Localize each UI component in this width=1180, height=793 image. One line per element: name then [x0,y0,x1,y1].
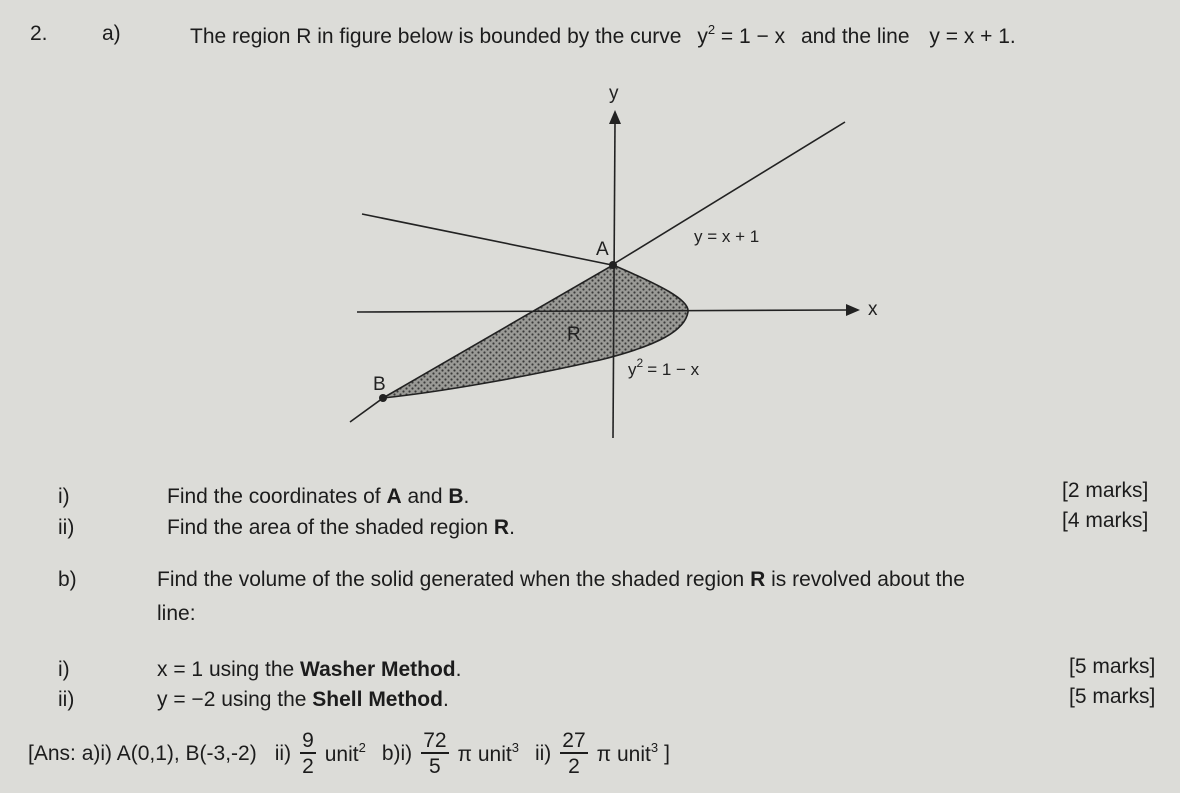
item-b-i-eq: x = 1 [157,658,204,681]
answers-bii-unit [597,740,658,767]
item-b-ii-marks: [5 marks] [1069,685,1156,708]
item-b-ii-method: Shell Method [312,688,443,711]
item-a-i-marks: [2 marks] [1062,479,1149,502]
question-number: 2. [30,22,48,45]
y-axis-label: y [609,83,619,104]
item-a-i-label: i) [58,485,70,508]
part-b-prefix: Find the volume of the solid generated when the shaded region [157,568,751,591]
curve-label-exp: 2 [636,356,644,370]
answers-aii-label: ii) [274,741,292,765]
answers-aii-unit-text: unit [324,743,359,766]
answers-bii-fraction [560,730,587,777]
answers-bi-num: 72 [423,729,447,752]
answers-bii-num: 27 [562,729,586,752]
line-lower-extension [350,398,383,422]
curve-label-rhs: = 1 − x [647,360,700,379]
answers-aii-exp: 2 [358,740,366,755]
item-b-i-suffix: . [455,658,462,681]
answers-aii-num: 9 [302,729,314,752]
part-b-text-line1 [157,568,965,592]
item-a-ii-prefix: Find the area of the shaded region [167,516,494,539]
answers-bi-den: 5 [429,755,441,778]
x-axis-arrow [846,304,860,316]
item-b-ii-label: ii) [58,688,75,711]
curve-exp: 2 [707,22,716,37]
part-b-bold-r: R [750,568,766,591]
connector-text: and the line [800,25,910,48]
region-r-label: R [567,324,581,345]
item-b-ii-text [157,688,449,712]
item-a-i-prefix: Find the coordinates of [167,485,387,508]
point-a-dot [609,261,617,269]
part-b-suffix: is revolved about the [765,568,965,591]
x-axis [357,310,848,312]
curve-rhs: = 1 − x [720,25,786,48]
item-a-ii-bold-r: R [493,516,510,539]
intro-text-body: The region R in figure below is bounded by the curve [190,25,682,48]
item-a-ii-text [167,516,515,540]
curve-left-upper [362,214,612,265]
shaded-region-r [383,265,688,398]
item-b-ii-prefix: using the [215,688,313,711]
answers-aii-fraction [300,730,316,777]
item-a-i-mid: and [401,485,449,508]
item-a-ii-label: ii) [58,516,75,539]
curve-lhs: y [697,25,708,48]
item-b-i-label: i) [58,658,70,681]
point-b-label: B [373,374,386,395]
part-a-label: a) [102,22,121,45]
item-b-ii-eq: y = −2 [157,688,216,711]
answers-bi-exp: 3 [511,740,519,755]
answers-close: ] [664,741,670,765]
x-axis-label: x [868,299,878,320]
answers-bi-unit-text: π unit [457,743,512,766]
answers-bi-fraction [421,730,448,777]
curve-label [628,356,700,379]
item-a-ii-suffix: . [509,516,515,539]
line-label: y = x + 1 [694,227,760,246]
answers-line [28,730,670,777]
item-b-i-method: Washer Method [300,658,456,681]
answers-aii-unit [325,740,366,767]
answers-bii-exp: 3 [650,740,659,755]
item-b-i-prefix: using the [203,658,301,681]
item-b-ii-suffix: . [442,688,449,711]
answers-bi-label: b)i) [381,741,413,765]
item-b-i-text [157,658,461,682]
answers-bi-unit [458,740,519,767]
curve-label-lhs: y [628,360,637,379]
item-a-ii-marks: [4 marks] [1062,509,1149,532]
point-b-dot [379,394,387,402]
part-b-label: b) [58,568,77,591]
point-a-label: A [596,239,609,260]
answers-aii-den: 2 [302,755,314,778]
item-a-i-bold-a: A [386,485,402,508]
item-a-i-bold-b: B [448,485,464,508]
item-a-i-suffix: . [463,485,470,508]
part-b-text-line2: line: [157,602,196,625]
y-axis [613,122,615,438]
answers-bii-den: 2 [568,755,580,778]
y-axis-arrow [609,110,621,124]
item-a-i-text [167,485,469,509]
line-equation: y = x + 1. [929,25,1016,48]
answers-bii-label: ii) [534,741,552,765]
answers-bii-unit-text: π unit [596,743,651,766]
item-b-i-marks: [5 marks] [1069,655,1156,678]
answers-open: [Ans: a)i) A(0,1), B(-3,-2) [28,741,257,765]
